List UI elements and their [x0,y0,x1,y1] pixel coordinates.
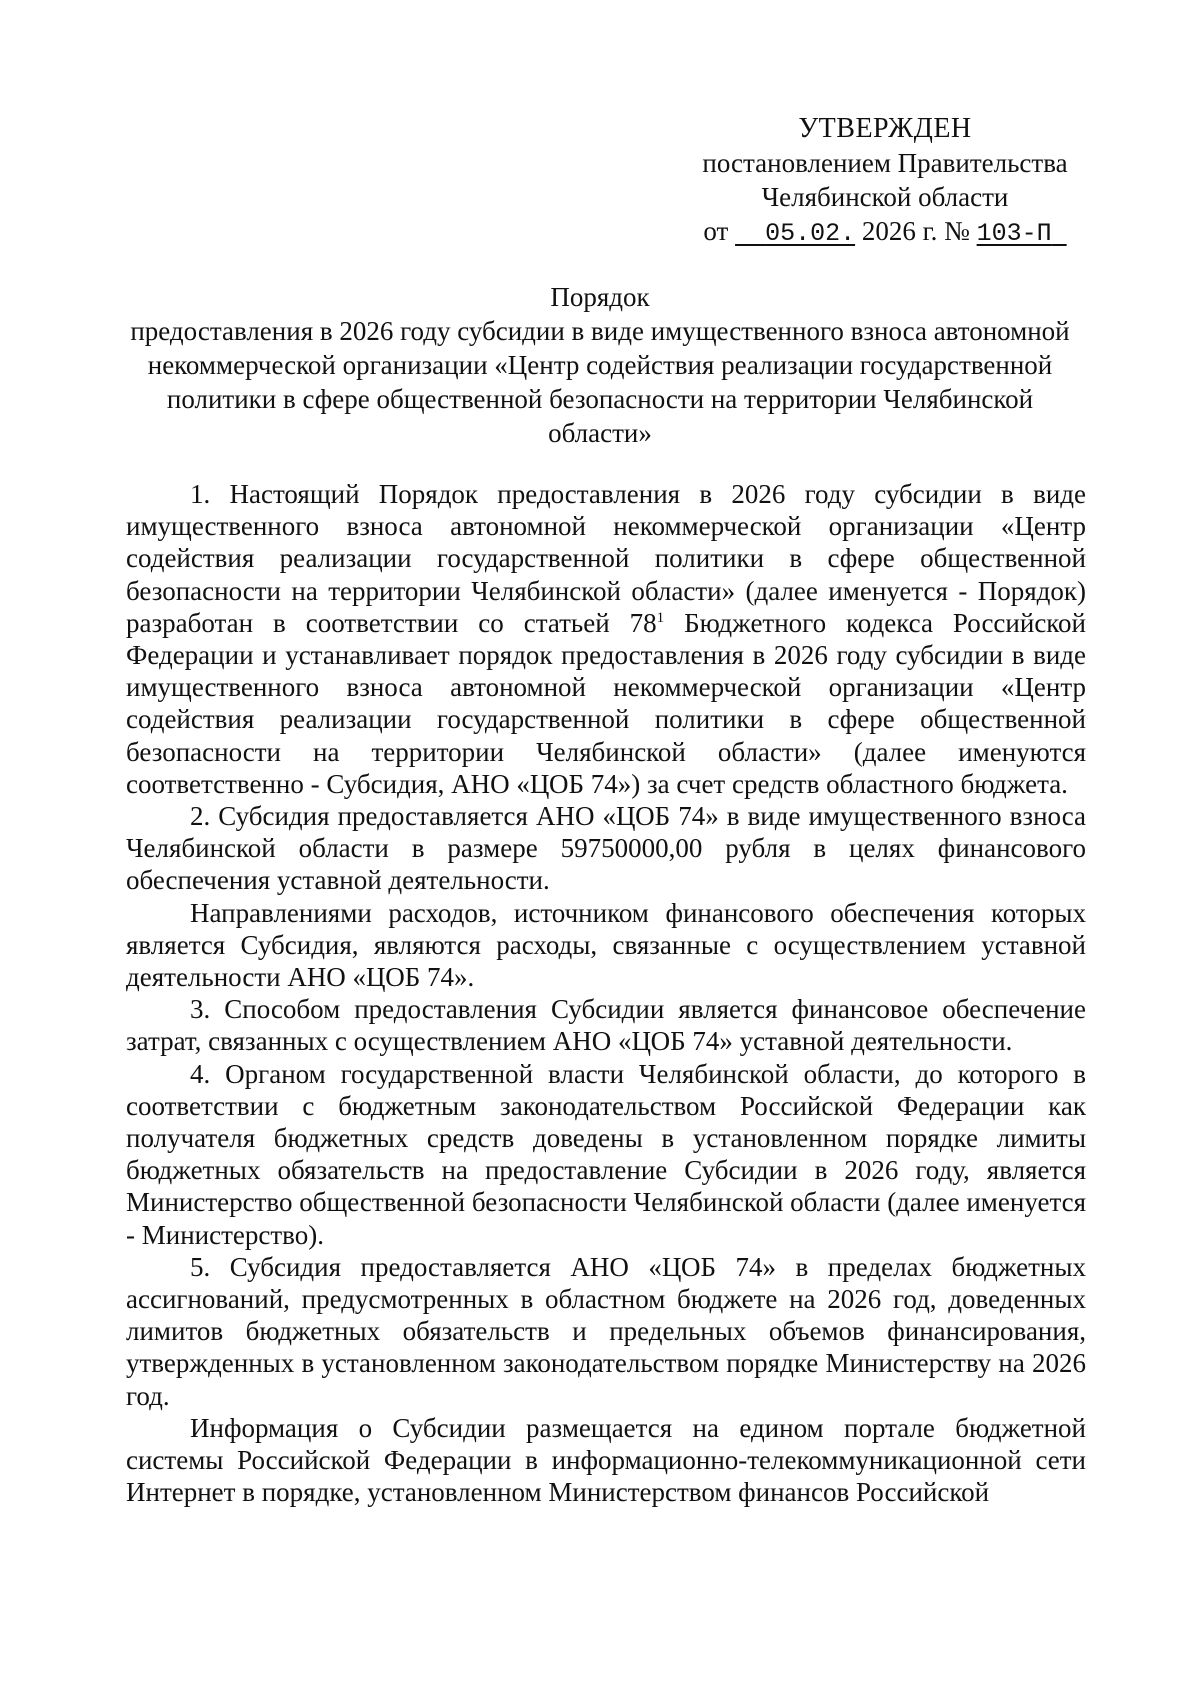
approval-number: 103-П [976,219,1052,248]
approval-stamp [690,112,1080,251]
document-body [126,478,1086,1509]
approval-date: 05.02. [765,219,856,248]
from-label: от [703,216,729,246]
approval-line-2: Челябинской области [761,182,1009,212]
approval-year: 2026 г. № [861,216,970,246]
paragraph-4: 4. Органом государственной власти Челябинской области, до которого в соответствии с бюджетным законодательством Российской Федерации как получателя бюджетных средств доведены в установленном порядке лимиты бюджетных обязательств на предоставление Субсидии в 2026 году, является Министерство общественной безопасности Челябинской области (далее именуется - Министерство). [126,1058,1086,1250]
document-subtitle: предоставления в 2026 году субсидии в виде имущественного взноса автономной некоммерческой организации «Центр содействия реализации государственной политики в сфере общественной безопасности на территории Челябинской области» [130,316,1070,448]
paragraph-3: 3. Способом предоставления Субсидии является финансовое обеспечение затрат, связанных с осуществлением АНО «ЦОБ 74» уставной деятельности. [126,994,1086,1057]
document-heading: Порядок [550,282,650,312]
superscript: 1 [656,609,665,626]
approval-title: УТВЕРЖДЕН [798,113,972,144]
approval-date-line [690,214,1080,251]
approval-line-1: постановлением Правительства [702,148,1068,178]
paragraph-1: 1. Настоящий Порядок предоставления в 2026 году субсидии в виде имущественного взноса автономной некоммерческой организации «Центр содействия реализации государственной политики в сфере общественной безопасности на территории Челябинской области» (далее именуется - Порядок) разработан в соответствии со статьей $78^1$ Бюджетного кодекса Российской Федерации и устанавливает порядок предоставления в 2026 году субсидии в виде имущественного взноса автономной некоммерческой организации «Центр содействия реализации государственной политики в сфере общественной безопасности на территории Челябинской области» (далее именуются соответственно - Субсидия, АНО «ЦОБ 74») за счет средств областного бюджета. [126,479,1086,799]
paragraph-5: 5. Субсидия предоставляется АНО «ЦОБ 74» в пределах бюджетных ассигнований, предусмотренных в областном бюджете на 2026 год, доведенных лимитов бюджетных обязательств и предельных объемов финансирования, утвержденных в установленном законодательством порядке Министерству на 2026 год. [126,1251,1086,1411]
paragraph-2-continued: Направлениями расходов, источником финансового обеспечения которых является Субсидия, являются расходы, связанные с осуществлением уставной деятельности АНО «ЦОБ 74». [126,897,1086,993]
paragraph-2: 2. Субсидия предоставляется АНО «ЦОБ 74» в виде имущественного взноса Челябинской области в размере 59750000,00 рубля в целях финансового обеспечения уставной деятельности. [126,801,1086,896]
document-title [120,280,1080,450]
paragraph-5-continued: Информация о Субсидии размещается на едином портале бюджетной системы Российской Федерации в информационно-телекоммуникационной сети Интернет в порядке, установленном Министерством финансов Российской [126,1412,1086,1508]
